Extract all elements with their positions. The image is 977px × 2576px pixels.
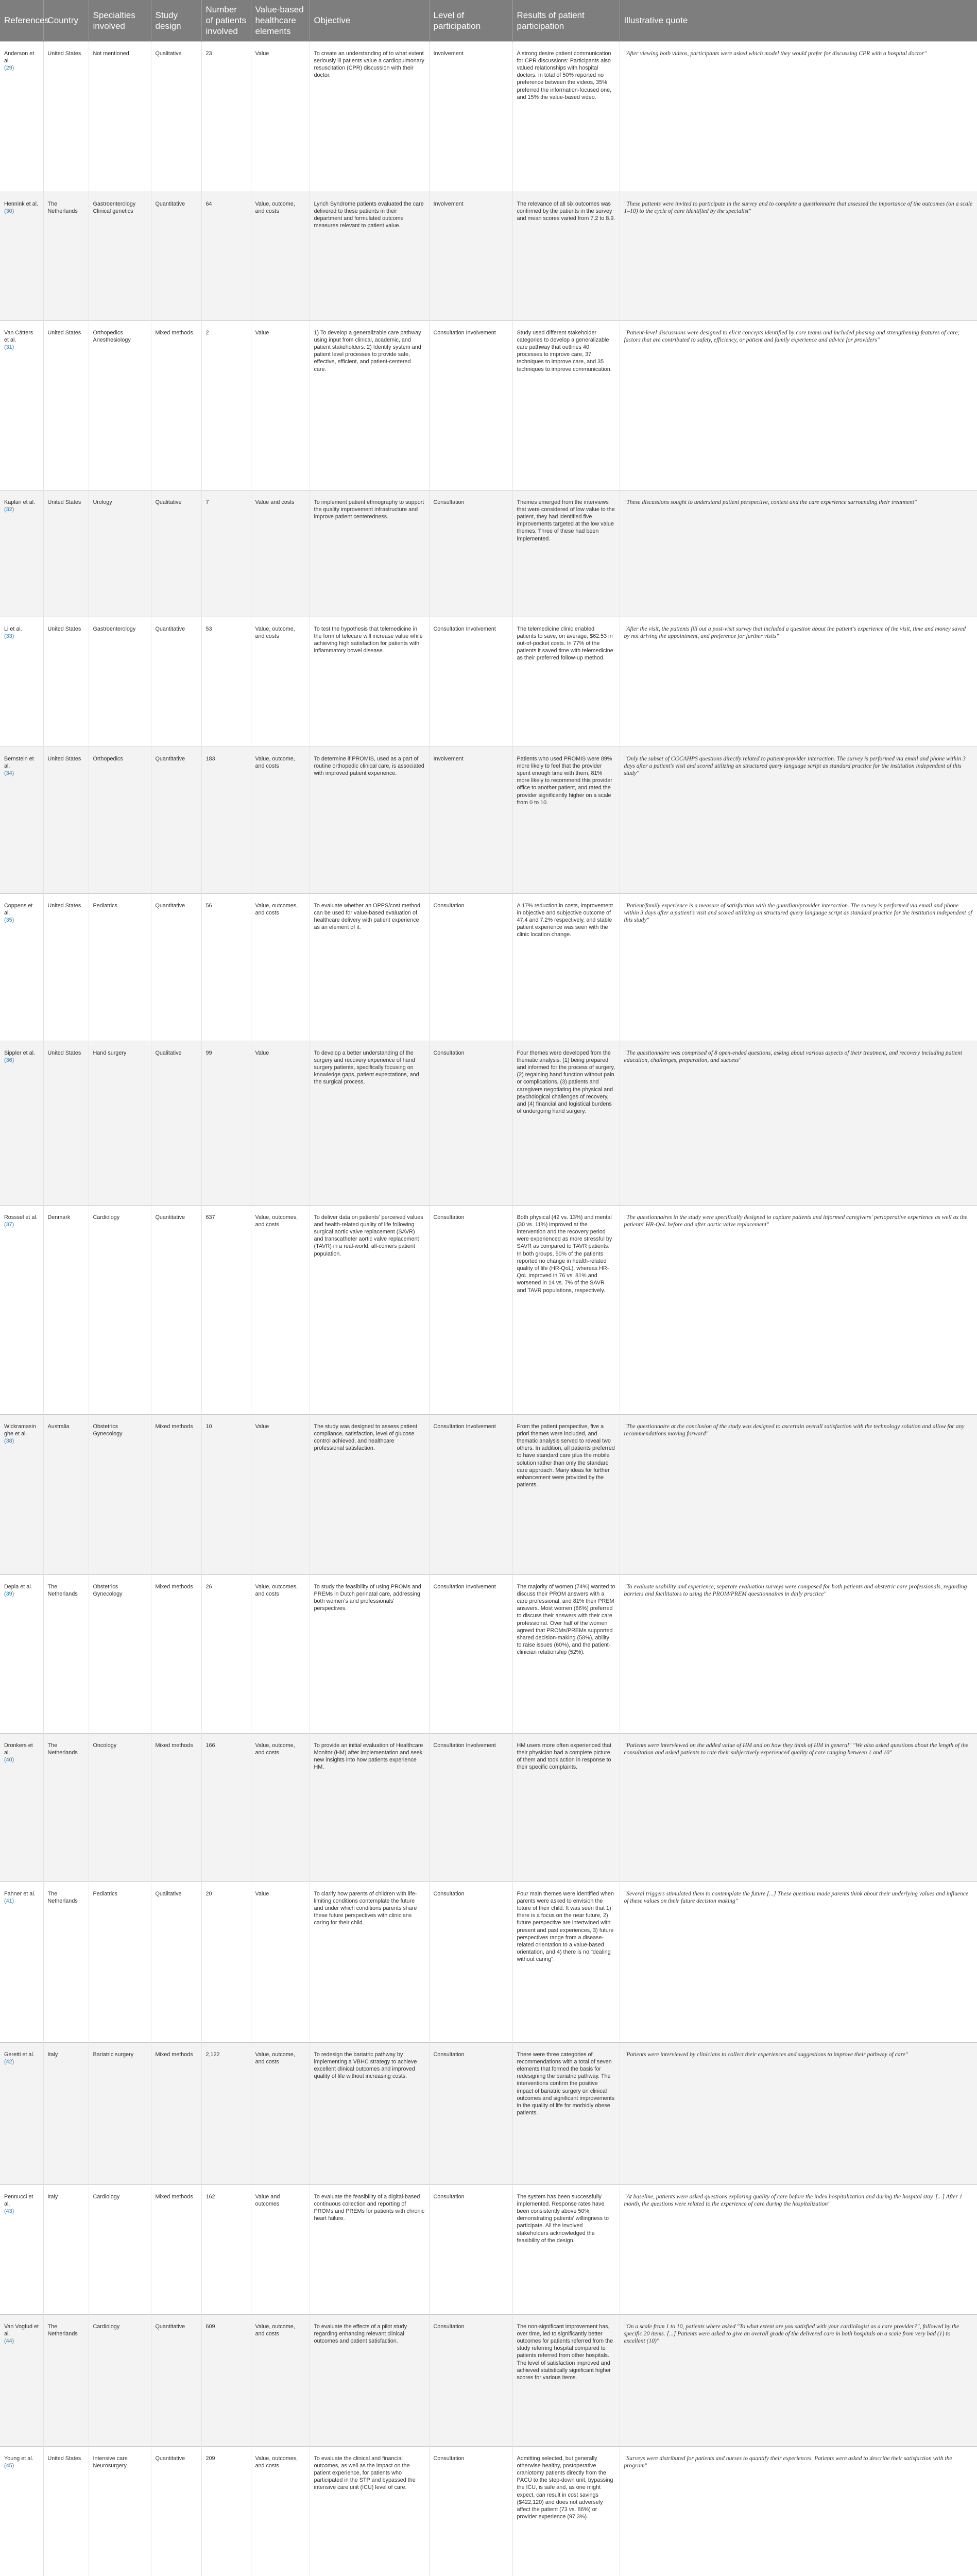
participation-level-cell: Consultation [429, 1205, 512, 1414]
reference-author: Fahner et al. [4, 1890, 36, 1897]
participation-level-cell: Consultation Involvement [429, 1733, 512, 1882]
table-row [0, 2042, 977, 2184]
study-design-cell: Qualitative [151, 1882, 201, 2042]
participation-level-cell: Consultation [429, 1882, 512, 2042]
table-row [0, 617, 977, 747]
objective-cell: To develop a better understanding of the surgery and recovery experience of hand surgery patients, specifically focusing on knowledge gaps, patient expectations, and the surgical process. [310, 1041, 429, 1205]
quote-cell: "These discussions sought to understand patient perspective, context and the care experience surrounding their treatment" [620, 490, 977, 617]
objective-cell: To evaluate the feasibility of a digital-based continuous collection and reporting of PROMs and PREMs for patients with chronic heart failure. [310, 2184, 429, 2314]
reference-author: Pennucci et al. [4, 2193, 33, 2207]
objective-cell: To evaluate the clinical and financial outcomes, as well as the impact on the patient experience, for patients who participated in the STP and bypassed the intensive care unit (ICU) level of care. [310, 2446, 429, 2576]
table-row [0, 747, 977, 893]
results-cell: The relevance of all six outcomes was confirmed by the patients in the survey and mean scores varied from 7.2 to 8.9. [512, 192, 620, 320]
citation-link[interactable]: (44) [4, 2337, 14, 2344]
reference-cell [0, 747, 43, 893]
country-cell: Denmark [43, 1205, 89, 1414]
results-cell: Study used different stakeholder categories to develop a generalizable care pathway that outlines 40 processes to improve care, 37 techniques to improve care, and 35 techniques to improve communication. [512, 320, 620, 490]
column-header: Illustrative quote [620, 0, 977, 41]
patients-count-cell: 23 [201, 41, 251, 192]
vbhc-elements-cell: Value [251, 1414, 310, 1574]
participation-level-cell: Consultation [429, 2042, 512, 2184]
reference-cell [0, 893, 43, 1041]
participation-level-cell: Involvement [429, 192, 512, 320]
reference-cell [0, 2184, 43, 2314]
table-row [0, 1733, 977, 1882]
country-cell: United States [43, 2446, 89, 2576]
reference-cell [0, 1414, 43, 1574]
specialties-cell: Cardiology [89, 2184, 151, 2314]
quote-cell: "Patients were interviewed on the added value of HM and on how they think of HM in general" "We also asked questions about the length of the consultation and asked patients to rate their subjectively experienced quality of care ranging between 1 and 10" [620, 1733, 977, 1882]
reference-author: Dronkers et al. [4, 1742, 33, 1756]
reference-author: Wickramasinghe et al. [4, 1423, 36, 1437]
vbhc-elements-cell: Value, outcomes, and costs [251, 1205, 310, 1414]
objective-cell: To provide an initial evaluation of Healthcare Monitor (HM) after implementation and seek new insights into how patients experience HM. [310, 1733, 429, 1882]
quote-cell: "Surveys were distributed for patients and nurses to quantify their experiences. Patients were asked to describe their satisfaction with the program" [620, 2446, 977, 2576]
objective-cell: To test the hypothesis that telemedicine in the form of telecare will increase value while achieving high satisfaction for patients with inflammatory bowel disease. [310, 617, 429, 747]
specialties-cell: Orthopedics Anesthesiology [89, 320, 151, 490]
quote-cell: "Patient/family experience is a measure of satisfaction with the guardian/provider interaction. The survey is performed via email and phone within 3 days after a patient's visit and scored utilizing an structured query language script as standard practice for the institution independent of this study" [620, 893, 977, 1041]
table-row [0, 1041, 977, 1205]
results-cell: The telemedicine clinic enabled patients to save, on average, $62.53 in out-of-pocket costs. In 77% of the patients it saved time with telemedicine as their preferred follow-up method. [512, 617, 620, 747]
study-design-cell: Mixed methods [151, 320, 201, 490]
objective-cell: The study was designed to assess patient compliance, satisfaction, level of glucose control achieved, and healthcare professional satisfaction. [310, 1414, 429, 1574]
study-design-cell: Quantitative [151, 2314, 201, 2446]
specialties-cell: Bariatric surgery [89, 2042, 151, 2184]
table-row [0, 2184, 977, 2314]
patients-count-cell: 26 [201, 1574, 251, 1733]
objective-cell: To determine if PROMIS, used as a part of routine orthopedic clinical care, is associated with improved patient experience. [310, 747, 429, 893]
specialties-cell: Urology [89, 490, 151, 617]
objective-cell: To create an understanding of to what extent seriously ill patients value a cardiopulmonary resuscitation (CPR) discussion with their doctor. [310, 41, 429, 192]
citation-link[interactable]: (45) [4, 2462, 14, 2469]
specialties-cell: Orthopedics [89, 747, 151, 893]
country-cell: The Netherlands [43, 1574, 89, 1733]
reference-cell [0, 1205, 43, 1414]
patients-count-cell: 2 [201, 320, 251, 490]
country-cell: United States [43, 41, 89, 192]
patients-count-cell: 162 [201, 2184, 251, 2314]
reference-author: Li et al. [4, 625, 22, 632]
table-row [0, 1414, 977, 1574]
reference-cell [0, 1882, 43, 2042]
reference-cell [0, 1574, 43, 1733]
table-row [0, 2446, 977, 2576]
patients-count-cell: 56 [201, 893, 251, 1041]
results-cell: There were three categories of recommendations with a total of seven elements that formed the basis for redesigning the bariatric pathway. The interventions confirm the positive impact of bariatric surgery on clinical outcomes and significant improvements in the quality of life for morbidly obese patients. [512, 2042, 620, 2184]
reference-cell [0, 320, 43, 490]
specialties-cell: Intensive care Neurosurgery [89, 2446, 151, 2576]
reference-author: Geretti et al. [4, 2051, 35, 2058]
country-cell: Italy [43, 2042, 89, 2184]
vbhc-elements-cell: Value, outcomes, and costs [251, 893, 310, 1041]
study-design-cell: Mixed methods [151, 1733, 201, 1882]
results-cell: A 17% reduction in costs, improvement in objective and subjective outcome of 47.4 and 7.2% respectively, and stable patient experience was seen with the clinic location change. [512, 893, 620, 1041]
quote-cell: "On a scale from 1 to 10, patients where asked "To what extent are you satisfied with your cardiologist as a care provider?", followed by the specific 20 items. [...] Patients were asked to give an overall grade of the delivered care in both hospitals on a scale from very bad (1) to excellent (10)" [620, 2314, 977, 2446]
objective-cell: To deliver data on patients' perceived values and health-related quality of life following surgical aortic valve replacement (SAVR) and transcatheter aortic valve replacement (TAVR) in a real-world, all-comers patient population. [310, 1205, 429, 1414]
table-row [0, 320, 977, 490]
patients-count-cell: 2,122 [201, 2042, 251, 2184]
citation-link[interactable]: (40) [4, 1756, 14, 1763]
column-header: Number of patients involved [201, 0, 251, 41]
quote-cell: "The questionnaire at the conclusion of the study was designed to ascertain overall satisfaction with the technology solution and allow for any recommendations moving forward" [620, 1414, 977, 1574]
quote-cell: "Patients were interviewed by clinicians to collect their experiences and suggestions to improve their pathway of care" [620, 2042, 977, 2184]
quote-cell: "The questionnaires in the study were specifically designed to capture patients and informed caregivers' perioperative experience as well as the patients' HR-QoL before and after aortic valve replacement" [620, 1205, 977, 1414]
citation-link[interactable]: (37) [4, 1221, 14, 1228]
specialties-cell: Hand surgery [89, 1041, 151, 1205]
results-cell: The majority of women (74%) wanted to discuss their PROM answers with a care professional, and 81% their PREM answers. Most women (86%) preferred to discuss their answers with their care professional. Over half of the women agreed that PROMs/PREMs supported shared decision-making (58%), ability to raise issues (60%), and the patient-clinician relationship (52%). [512, 1574, 620, 1733]
table-header [0, 0, 977, 41]
study-design-cell: Quantitative [151, 2446, 201, 2576]
quote-cell: "After viewing both videos, participants were asked which model they would prefer for discussing CPR with a hospital doctor" [620, 41, 977, 192]
patients-count-cell: 99 [201, 1041, 251, 1205]
quote-cell: "Several triggers stimulated them to contemplate the future [...] These questions made parents think about their underlying values and influence of these values on their future decision making" [620, 1882, 977, 2042]
participation-level-cell: Consultation [429, 490, 512, 617]
vbhc-elements-cell: Value [251, 1882, 310, 2042]
patients-count-cell: 64 [201, 192, 251, 320]
quote-cell: "After the visit, the patients fill out a post-visit survey that included a question about the patient's experience of the visit, time and money saved by not driving the appointment, and preference for further visits" [620, 617, 977, 747]
country-cell: The Netherlands [43, 2314, 89, 2446]
vbhc-elements-cell: Value, outcome, and costs [251, 1733, 310, 1882]
quote-cell: "Patient-level discussions were designed to elicit concepts identified by core teams and included phasing and strengthening features of care; factors that are contributed to safety, efficiency, or patient and family experience and advice for providers" [620, 320, 977, 490]
citation-link[interactable]: (34) [4, 770, 14, 776]
citation-link[interactable]: (29) [4, 64, 14, 71]
reference-cell [0, 1041, 43, 1205]
quote-cell: "The questionnaire was comprised of 8 open-ended questions, asking about various aspects of their treatment, and recovery including patient education, challenges, preparation, and success" [620, 1041, 977, 1205]
citation-link[interactable]: (38) [4, 1437, 14, 1444]
country-cell: The Netherlands [43, 1733, 89, 1882]
vbhc-elements-cell: Value, outcome, and costs [251, 617, 310, 747]
objective-cell: To evaluate whether an OPPS/cost method can be used for value-based evaluation of healthcare delivery with patient experience as an element of it. [310, 893, 429, 1041]
quote-cell: "At baseline, patients were asked questions exploring quality of care before the index hospitalization and during the hospital stay. [...] After 1 month, the questions were related to the experience of care during the hospitalization" [620, 2184, 977, 2314]
reference-author: Coppens et al. [4, 902, 33, 916]
reference-author: Rosssel et al. [4, 1214, 38, 1221]
patients-count-cell: 7 [201, 490, 251, 617]
patients-count-cell: 209 [201, 2446, 251, 2576]
reference-author: Bernstein et al. [4, 755, 34, 769]
vbhc-elements-cell: Value, outcome, and costs [251, 192, 310, 320]
patients-count-cell: 637 [201, 1205, 251, 1414]
results-cell: Both physical (42 vs. 13%) and mental (30 vs. 11%) improved at the intervention and the recovery period were experienced as more stressful by SAVR as compared to TAVR patients. In both groups, 50% of the patients reported no change in health-related quality of life (HR-QoL), whereas HR-QoL improved in 76 vs. 81% and worsened in 14 vs. 7% of the SAVR and TAVR populations, respectively. [512, 1205, 620, 1414]
reference-author: Van Vogfud et al. [4, 2323, 39, 2337]
study-design-cell: Quantitative [151, 617, 201, 747]
table-row [0, 2314, 977, 2446]
table-row [0, 1882, 977, 2042]
objective-cell: To clarify how parents of children with life-limiting conditions contemplate the future and under which conditions parents share these future perspectives with clinicians caring for their child. [310, 1882, 429, 2042]
participation-level-cell: Consultation [429, 2446, 512, 2576]
specialties-cell: Cardiology [89, 2314, 151, 2446]
vbhc-elements-cell: Value, outcomes, and costs [251, 1574, 310, 1733]
reference-cell [0, 2314, 43, 2446]
quote-cell: "To evaluate usability and experience, separate evaluation surveys were composed for both patients and obstetric care professionals, regarding barriers and facilitators to using the PROM/PREM questionnaires in daily practice" [620, 1574, 977, 1733]
quote-cell: "Only the subset of CGCAHPS questions directly related to patient-provider interaction. The survey is performed via email and phone within 3 days after a patient's visit and scored utilizing an structured query language script as standard practice for the institution independent of this study" [620, 747, 977, 893]
reference-cell [0, 617, 43, 747]
participation-level-cell: Consultation Involvement [429, 617, 512, 747]
country-cell: The Netherlands [43, 1882, 89, 2042]
study-design-cell: Mixed methods [151, 2042, 201, 2184]
reference-author: Anderson et al. [4, 50, 35, 64]
results-cell: HM users more often experienced that their physician had a complete picture of them and took action in response to their specific complaints. [512, 1733, 620, 1882]
country-cell: United States [43, 490, 89, 617]
vbhc-elements-cell: Value [251, 41, 310, 192]
table-row [0, 490, 977, 617]
quote-cell: "These patients were invited to participate in the survey and to complete a questionnaire that assessed the importance of the outcomes (on a scale 1–10) to the cycle of care identified by the specialist" [620, 192, 977, 320]
specialties-cell: Not mentioned [89, 41, 151, 192]
citation-link[interactable]: (41) [4, 1897, 14, 1904]
table-row [0, 893, 977, 1041]
results-cell: Themes emerged from the interviews that were considered of low value to the patient, they had identified five improvements targeted at the low value themes. Three of these had been implemented. [512, 490, 620, 617]
results-cell: From the patient perspective, five a priori themes were included, and thematic analysis served to reveal two others. In addition, all patients preferred to have standard care plus the mobile solution rather than only the standard care approach. Many ideas for further enhancement were provided by the patients. [512, 1414, 620, 1574]
study-design-cell: Quantitative [151, 1205, 201, 1414]
specialties-cell: Obstetrics Gynecology [89, 1574, 151, 1733]
column-header: Objective [310, 0, 429, 41]
participation-level-cell: Consultation [429, 1041, 512, 1205]
vbhc-elements-cell: Value, outcomes, and costs [251, 2446, 310, 2576]
reference-author: Depla et al. [4, 1583, 32, 1590]
results-cell: The non-significant improvement has, over time, led to significantly better outcomes for patients referred from the study referring hospital compared to patients referred from other hospitals. The level of satisfaction improved and achieved statistically significant higher scores for various items. [512, 2314, 620, 2446]
country-cell: The Netherlands [43, 192, 89, 320]
reference-author: Van Cätters et al. [4, 329, 33, 343]
objective-cell: 1) To develop a generalizable care pathway using input from clinical, academic, and patient stakeholders. 2) Identify system and patient level processes to provide safe, effective, efficient, and patient-centered care. [310, 320, 429, 490]
vbhc-elements-cell: Value [251, 320, 310, 490]
country-cell: United States [43, 893, 89, 1041]
reference-author: Hennink et al. [4, 200, 39, 207]
specialties-cell: Obstetrics Gynecology [89, 1414, 151, 1574]
column-header: Results of patient participation [512, 0, 620, 41]
participation-level-cell: Consultation [429, 2314, 512, 2446]
citation-link[interactable]: (31) [4, 344, 14, 350]
country-cell: United States [43, 320, 89, 490]
participation-level-cell: Consultation [429, 893, 512, 1041]
patients-count-cell: 183 [201, 747, 251, 893]
reference-cell [0, 490, 43, 617]
citation-link[interactable]: (36) [4, 1057, 14, 1063]
reference-cell [0, 2446, 43, 2576]
specialties-cell: Pediatrics [89, 1882, 151, 2042]
participation-level-cell: Consultation Involvement [429, 1414, 512, 1574]
results-cell: Four themes were developed from the thematic analysis: (1) being prepared and informed for the process of surgery, (2) regaining hand function without pain or complications, (3) patients and caregivers negotiating the physical and psychological challenges of recovery, and (4) financial and logistical burdens of undergoing hand surgery. [512, 1041, 620, 1205]
study-design-cell: Mixed methods [151, 1574, 201, 1733]
results-cell: Patients who used PROMIS were 89% more likely to feel that the provider spent enough time with them, 81% more likely to recommend this provider office to another patient, and rated the provider significantly higher on a scale from 0 to 10. [512, 747, 620, 893]
objective-cell: To implement patient ethnography to support the quality improvement infrastructure and improve patient centeredness. [310, 490, 429, 617]
reference-cell [0, 1733, 43, 1882]
country-cell: United States [43, 1041, 89, 1205]
reference-cell [0, 41, 43, 192]
column-header: Country [43, 0, 89, 41]
column-header: Value-based healthcare elements [251, 0, 310, 41]
column-header: Specialties involved [89, 0, 151, 41]
citation-link[interactable]: (43) [4, 2208, 14, 2214]
country-cell: United States [43, 747, 89, 893]
results-cell: Four main themes were identified when parents were asked to envision the future of their child: It was seen that 1) there is a focus on the near future, 2) future perspective are intertwined with present and past experiences, 3) future perspectives range from a disease-related orientation to a value-based orientation, and 4) there is no "dealing without caring". [512, 1882, 620, 2042]
reference-author: Sippler et al. [4, 1049, 36, 1056]
specialties-cell: Pediatrics [89, 893, 151, 1041]
reference-author: Young et al. [4, 2455, 33, 2462]
study-design-cell: Quantitative [151, 192, 201, 320]
objective-cell: To redesign the bariatric pathway by implementing a VBHC strategy to achieve excellent clinical outcomes and improved quality of life without increasing costs. [310, 2042, 429, 2184]
objective-cell: To evaluate the effects of a pilot study regarding enhancing relevant clinical outcomes and patient satisfaction. [310, 2314, 429, 2446]
specialties-cell: Gastroenterology [89, 617, 151, 747]
results-cell: Admitting selected, but generally otherwise healthy, postoperative craniotomy patients directly from the PACU to the step-down unit, bypassing the ICU, is safe and, as one might expect, can result in cost savings ($422,120) and does not adversely affect the patient (73 vs. 86%) or provider experience (97.3%). [512, 2446, 620, 2576]
patients-count-cell: 10 [201, 1414, 251, 1574]
study-design-cell: Qualitative [151, 490, 201, 617]
results-cell: A strong desire patient communication for CPR discussions: Participants also valued relationships with hospital doctors. In total of 50% reported no preference between the videos, 35% preferred the information-focused one, and 15% the value-based video. [512, 41, 620, 192]
study-design-cell: Qualitative [151, 41, 201, 192]
patients-count-cell: 609 [201, 2314, 251, 2446]
study-design-cell: Quantitative [151, 747, 201, 893]
objective-cell: Lynch Syndrome patients evaluated the care delivered to these patients in their department and formulated outcome measures relevant to patient value. [310, 192, 429, 320]
patients-count-cell: 20 [201, 1882, 251, 2042]
country-cell: United States [43, 617, 89, 747]
objective-cell: To study the feasibility of using PROMs and PREMs in Dutch perinatal care, addressing both women's and professionals' perspectives. [310, 1574, 429, 1733]
citation-link[interactable]: (30) [4, 208, 14, 214]
vbhc-elements-cell: Value, outcome, and costs [251, 747, 310, 893]
vbhc-elements-cell: Value, outcome, and costs [251, 2042, 310, 2184]
participation-level-cell: Consultation Involvement [429, 1574, 512, 1733]
study-design-cell: Mixed methods [151, 2184, 201, 2314]
participation-level-cell: Involvement [429, 747, 512, 893]
country-cell: Australia [43, 1414, 89, 1574]
table-row [0, 41, 977, 192]
vbhc-elements-cell: Value and outcomes [251, 2184, 310, 2314]
column-header: Level of participation [429, 0, 512, 41]
table-row [0, 192, 977, 320]
patients-count-cell: 53 [201, 617, 251, 747]
citation-link[interactable]: (32) [4, 506, 14, 513]
column-header: References [0, 0, 43, 41]
table-row [0, 1205, 977, 1414]
vbhc-elements-cell: Value [251, 1041, 310, 1205]
patients-count-cell: 166 [201, 1733, 251, 1882]
vbhc-elements-cell: Value, outcome, and costs [251, 2314, 310, 2446]
table-row [0, 1574, 977, 1733]
results-cell: The system has been successfully implemented. Response rates have been consistently above 50%, demonstrating patients' willingness to participate. All the involved stakeholders acknowledged the feasibility of the design. [512, 2184, 620, 2314]
study-design-cell: Qualitative [151, 1041, 201, 1205]
citation-link[interactable]: (39) [4, 1590, 14, 1597]
reference-cell [0, 192, 43, 320]
table-body [0, 41, 977, 2576]
reference-author: Kaplan et al. [4, 499, 36, 505]
citation-link[interactable]: (35) [4, 917, 14, 923]
country-cell: Italy [43, 2184, 89, 2314]
specialties-cell: Gastroenterology Clinical genetics [89, 192, 151, 320]
citation-link[interactable]: (33) [4, 633, 14, 639]
column-header: Study design [151, 0, 201, 41]
study-design-cell: Mixed methods [151, 1414, 201, 1574]
study-design-cell: Quantitative [151, 893, 201, 1041]
citation-link[interactable]: (42) [4, 2058, 14, 2065]
participation-level-cell: Involvement [429, 41, 512, 192]
participation-level-cell: Consultation Involvement [429, 320, 512, 490]
vbhc-elements-cell: Value and costs [251, 490, 310, 617]
specialties-cell: Oncology [89, 1733, 151, 1882]
participation-level-cell: Consultation [429, 2184, 512, 2314]
specialties-cell: Cardiology [89, 1205, 151, 1414]
reference-cell [0, 2042, 43, 2184]
